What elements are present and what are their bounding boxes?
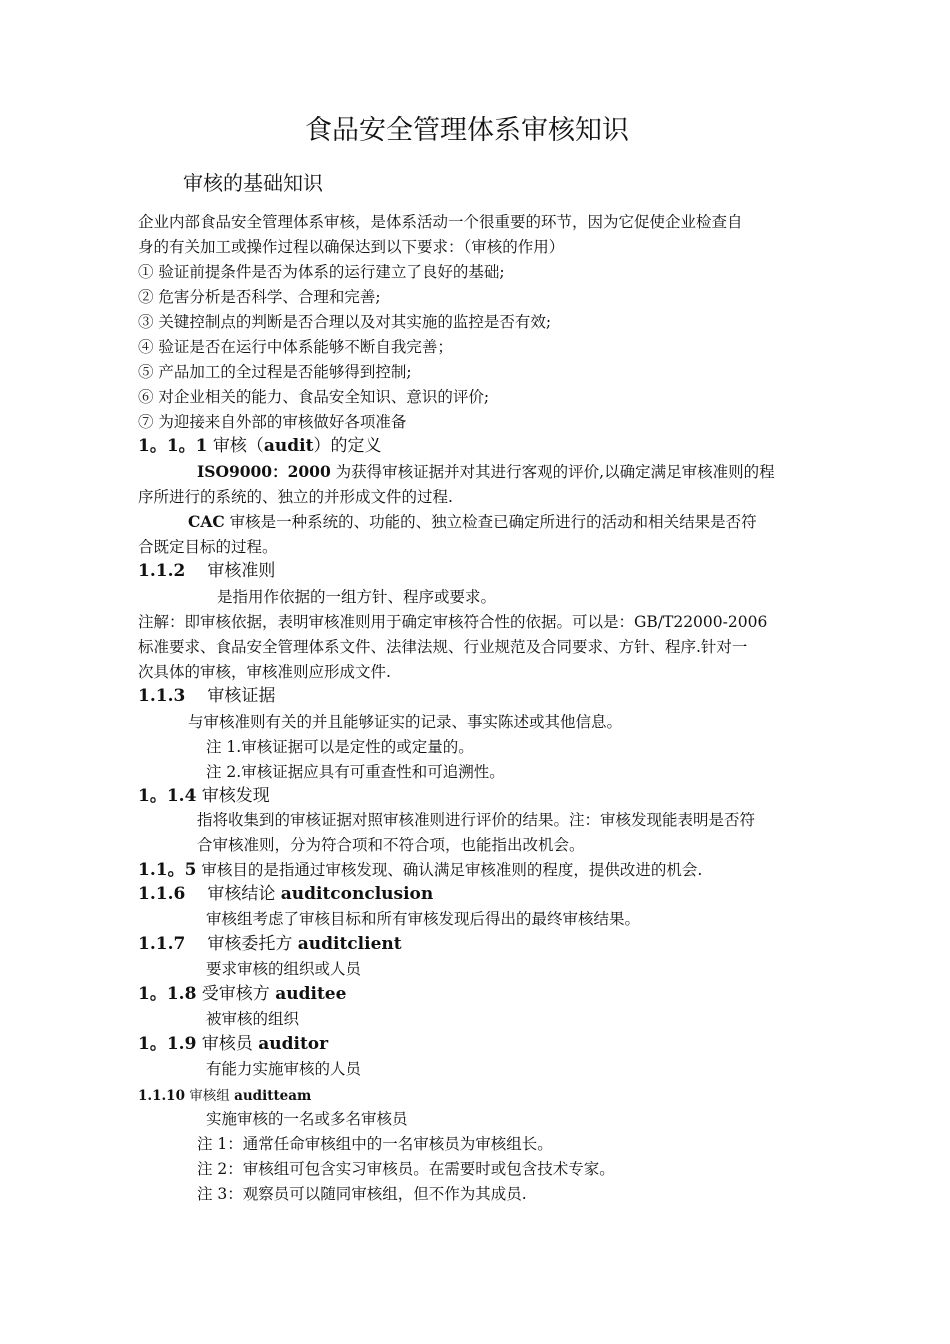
criteria-note-2: 标准要求、食品安全管理体系文件、法律法规、行业规范及合同要求、方针、程序.针对一 — [138, 638, 748, 656]
heading-english: audit — [263, 436, 314, 456]
heading-1-1-8 — [138, 982, 346, 1006]
intro-line-1: 企业内部食品安全管理体系审核，是体系活动一个很重要的环节，因为它促使企业检查自 — [138, 213, 743, 231]
heading-1-1-4 — [138, 784, 270, 808]
heading-text: 受审核方 — [196, 984, 276, 1004]
heading-number: 1.1.3 — [138, 686, 186, 706]
heading-1-1-3 — [138, 684, 275, 708]
role-item-4: ④ 验证是否在运行中体系能够不断自我完善； — [138, 338, 453, 356]
heading-1-1-5 — [138, 858, 702, 882]
heading-number: 1.1。5 — [138, 860, 197, 880]
heading-number: 1。1.8 — [138, 984, 197, 1004]
heading-english: auditteam — [234, 1088, 312, 1104]
heading-number: 1.1.6 — [138, 884, 186, 904]
evidence-note-1: 注 1.审核证据可以是定性的或定量的。 — [206, 738, 474, 756]
iso-definition — [197, 461, 775, 483]
heading-text: 审核员 — [196, 1034, 259, 1054]
heading-1-1-1 — [138, 434, 381, 458]
heading-english: auditor — [258, 1034, 329, 1054]
page-title: 食品安全管理体系审核知识 — [305, 115, 629, 146]
cac-definition — [188, 511, 757, 533]
iso-standard-label: ISO9000：2000 — [197, 462, 331, 481]
criteria-note-1: 注解：即审核依据，表明审核准则用于确定审核符合性的依据。可以是：GB/T22000-2006 — [138, 613, 768, 631]
heading-text: 审核证据 — [207, 686, 276, 706]
intro-line-2: 身的有关加工或操作过程以确保达到以下要求：（审核的作用） — [138, 238, 565, 256]
evidence-definition: 与审核准则有关的并且能够证实的记录、事实陈述或其他信息。 — [188, 713, 623, 731]
criteria-note-3: 次具体的审核，审核准则应形成文件. — [138, 663, 391, 681]
cac-definition-cont: 合既定目标的过程。 — [138, 538, 278, 556]
heading-number: 1.1.10 — [138, 1088, 185, 1104]
heading-text: 审核（ — [207, 436, 264, 456]
heading-text: 审核委托方 — [207, 934, 298, 954]
cac-label: CAC — [188, 512, 225, 531]
team-note-1: 注 1：通常任命审核组中的一名审核员为审核组长。 — [197, 1135, 553, 1153]
heading-number: 1。1。1 — [138, 436, 208, 456]
iso-definition-cont: 序所进行的系统的、独立的并形成文件的过程. — [138, 488, 453, 506]
heading-1-1-7 — [138, 932, 402, 956]
role-item-5: ⑤ 产品加工的全过程是否能够得到控制; — [138, 363, 412, 381]
role-item-2: ② 危害分析是否科学、合理和完善; — [138, 288, 381, 306]
section-subtitle: 审核的基础知识 — [183, 171, 323, 195]
heading-1-1-10 — [138, 1085, 311, 1107]
heading-text-tail: ）的定义 — [313, 436, 382, 456]
heading-english: auditconclusion — [280, 884, 434, 904]
heading-text: 审核发现 — [196, 786, 270, 806]
criteria-definition: 是指用作依据的一组方针、程序或要求。 — [217, 588, 497, 606]
heading-number: 1.1.2 — [138, 561, 186, 581]
evidence-note-2: 注 2.审核证据应具有可重查性和可追溯性。 — [206, 763, 505, 781]
team-note-2: 注 2：审核组可包含实习审核员。在需要时或包含技术专家。 — [197, 1160, 615, 1178]
team-note-3: 注 3：观察员可以随同审核组，但不作为其成员. — [197, 1185, 527, 1203]
conclusion-definition: 审核组考虑了审核目标和所有审核发现后得出的最终审核结果。 — [206, 910, 641, 928]
role-item-1: ① 验证前提条件是否为体系的运行建立了良好的基础; — [138, 263, 505, 281]
auditee-definition: 被审核的组织 — [206, 1010, 300, 1028]
heading-english: auditee — [275, 984, 347, 1004]
heading-number: 1.1.7 — [138, 934, 186, 954]
heading-1-1-9 — [138, 1032, 328, 1056]
heading-english: auditclient — [297, 934, 402, 954]
finding-definition-2: 合审核准则，分为符合项和不符合项，也能指出改机会。 — [197, 836, 585, 854]
finding-definition-1: 指将收集到的审核证据对照审核准则进行评价的结果。注：审核发现能表明是否符 — [197, 811, 756, 829]
role-item-6: ⑥ 对企业相关的能力、食品安全知识、意识的评价; — [138, 388, 490, 406]
heading-1-1-6 — [138, 882, 433, 906]
heading-number: 1。1.9 — [138, 1034, 197, 1054]
role-item-3: ③ 关键控制点的判断是否合理以及对其实施的监控是否有效; — [138, 313, 552, 331]
heading-text: 审核组 — [184, 1088, 235, 1104]
heading-text: 审核结论 — [207, 884, 281, 904]
heading-text: 审核准则 — [207, 561, 276, 581]
team-definition: 实施审核的一名或多名审核员 — [206, 1110, 408, 1128]
heading-number: 1。1.4 — [138, 786, 197, 806]
heading-1-1-2 — [138, 559, 275, 583]
client-definition: 要求审核的组织或人员 — [206, 960, 362, 978]
heading-text: 审核目的是指通过审核发现、确认满足审核准则的程度，提供改进的机会. — [196, 861, 703, 879]
auditor-definition: 有能力实施审核的人员 — [206, 1060, 362, 1078]
iso-definition-text: 为获得审核证据并对其进行客观的评价,以确定满足审核准则的程 — [330, 463, 775, 481]
role-item-7: ⑦ 为迎接来自外部的审核做好各项准备 — [138, 413, 407, 431]
cac-definition-text: 审核是一种系统的、功能的、独立检查已确定所进行的活动和相关结果是否符 — [224, 513, 757, 531]
